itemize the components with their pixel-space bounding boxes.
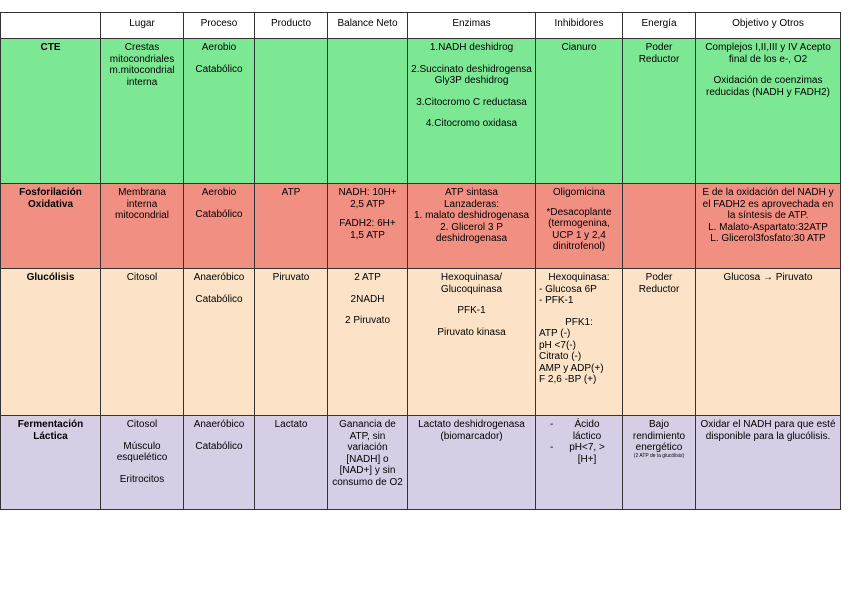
cell-fos-balance xyxy=(328,184,408,269)
fos-enzima-2: Lanzaderas: xyxy=(443,198,500,210)
cell-cte-producto xyxy=(255,39,328,184)
table-row-fermentacion xyxy=(1,416,841,510)
table-row-fosforilacion xyxy=(1,184,841,269)
header-cell-balance: Balance Neto xyxy=(328,13,408,39)
cte-lugar-text: Crestas mitocondriales m.mitocondrial interna xyxy=(109,42,175,88)
cell-fer-energia xyxy=(623,416,696,510)
glu-lugar-text: Citosol xyxy=(126,272,158,283)
glu-inhibidor-head: Hexoquinasa: xyxy=(548,272,610,283)
glu-objetivo-1: Glucosa → Piruvato xyxy=(723,272,813,283)
header-cell-inhibidores: Inhibidores xyxy=(536,13,623,39)
glu-inhibidor-reg-2: pH <7(-) xyxy=(539,339,576,351)
cell-glu-producto: Piruvato xyxy=(255,269,328,416)
cell-fer-objetivo xyxy=(696,416,841,510)
bullet-dash: - xyxy=(550,442,554,453)
glu-inhibidor-reg-1: ATP (-) xyxy=(539,328,571,339)
cell-cte-enzimas xyxy=(408,39,536,184)
fer-lugar-3: Eritrocitos xyxy=(119,473,165,485)
cell-fos-producto: ATP xyxy=(255,184,328,269)
header-cell-objetivo: Objetivo y Otros xyxy=(696,13,841,39)
cte-proceso-1: Aerobio xyxy=(201,42,237,53)
glu-inhibidor-reg-5: F 2,6 -BP (+) xyxy=(539,374,597,385)
cell-cte-balance xyxy=(328,39,408,184)
fer-balance-1: Ganancia de ATP, sin variación [NADH] o [NAD+] y sin consumo de O2 xyxy=(332,419,403,488)
cell-cte-lugar xyxy=(101,39,184,184)
glu-balance-3: 2 Piruvato xyxy=(344,315,391,326)
fer-inhibidor-1: Ácido láctico xyxy=(572,419,602,442)
fer-objetivo-1: Oxidar el NADH para que esté disponible para la glucólisis. xyxy=(700,419,836,442)
row-title-fermentacion: Fermentación Láctica xyxy=(1,416,101,510)
cte-enzima-2: 2.Succinato deshidrogensa Gly3P deshidrog xyxy=(411,63,532,86)
glu-inhibidor-reg-3: Citrato (-) xyxy=(539,351,582,362)
cell-cte-objetivo xyxy=(696,39,841,184)
fer-proceso-1: Anaeróbico xyxy=(193,419,245,430)
fer-lugar-1: Citosol xyxy=(126,419,158,430)
header-cell-lugar: Lugar xyxy=(101,13,184,39)
fos-enzima-3: 1. malato deshidrogenasa xyxy=(413,210,530,221)
cell-fer-inhibidores xyxy=(536,416,623,510)
fos-enzima-1: ATP sintasa xyxy=(445,187,498,198)
cell-glu-lugar xyxy=(101,269,184,416)
cte-inhibidor-1: Cianuro xyxy=(561,42,597,53)
cell-glu-energia xyxy=(623,269,696,416)
fos-proceso-2: Catabólico xyxy=(195,208,243,220)
cte-enzima-3: 3.Citocromo C reductasa xyxy=(416,96,527,108)
glu-balance-2: 2NADH xyxy=(350,293,385,305)
glu-proceso-1: Anaeróbico xyxy=(193,272,245,283)
fos-balance-2: FADH2: 6H+ 1,5 ATP xyxy=(339,218,396,241)
fer-energia-text: Bajo rendimiento energético xyxy=(632,419,686,453)
row-title-fosforilacion: Fosforilación Oxidativa xyxy=(1,184,101,269)
cell-glu-inhibidores xyxy=(536,269,623,416)
fos-objetivo-2: L. Malato-Aspartato:32ATP xyxy=(708,221,828,233)
cte-enzima-1: 1.NADH deshidrog xyxy=(429,42,514,53)
cell-glu-enzimas xyxy=(408,269,536,416)
cte-proceso-2: Catabólico xyxy=(195,63,243,75)
glu-enzima-1: Hexoquinasa/ Glucoquinasa xyxy=(440,272,503,295)
cte-objetivo-2: Oxidación de coenzimas reducidas (NADH y FADH2) xyxy=(706,75,830,98)
table-row-cte xyxy=(1,39,841,184)
cell-fos-energia xyxy=(623,184,696,269)
bullet-dash: - xyxy=(550,419,554,430)
cell-cte-energia xyxy=(623,39,696,184)
cte-energia-text: Poder Reductor xyxy=(638,42,680,65)
glu-enzima-2: PFK-1 xyxy=(457,305,486,316)
glu-inhibidor-2: - Glucosa 6P xyxy=(539,283,597,295)
cell-fos-lugar xyxy=(101,184,184,269)
glu-energia-text: Poder Reductor xyxy=(638,272,680,295)
metabolism-table xyxy=(0,12,841,510)
header-cell-enzimas: Enzimas xyxy=(408,13,536,39)
header-cell-energia: Energía xyxy=(623,13,696,39)
cell-fos-proceso xyxy=(184,184,255,269)
fos-objetivo-1: E de la oxidación del NADH y el FADH2 es aprovechada en la síntesis de ATP. xyxy=(702,187,834,221)
row-title-cte: CTE xyxy=(1,39,101,184)
fos-objetivo-3: L. Glicerol3fosfato:30 ATP xyxy=(710,233,826,244)
fos-lugar-text: Membrana interna mitocondrial xyxy=(115,187,169,221)
glu-balance-1: 2 ATP xyxy=(354,272,381,283)
cell-fer-lugar xyxy=(101,416,184,510)
cell-fos-inhibidores xyxy=(536,184,623,269)
fer-inhibidor-item-1 xyxy=(539,419,619,442)
header-cell-proceso: Proceso xyxy=(184,13,255,39)
fos-proceso-1: Aerobio xyxy=(201,187,237,198)
fos-enzima-4: 2. Glicerol 3 P deshidrogenasa xyxy=(435,221,508,244)
glu-proceso-2: Catabólico xyxy=(195,293,243,305)
fos-balance-1: NADH: 10H+ 2,5 ATP xyxy=(338,187,397,210)
fer-proceso-2: Catabólico xyxy=(195,440,243,452)
row-title-glucolisis: Glucólisis xyxy=(1,269,101,416)
fer-enzima-1: Lactato deshidrogenasa (biomarcador) xyxy=(418,419,525,442)
cell-glu-objetivo xyxy=(696,269,841,416)
fer-inhibidor-item-2 xyxy=(539,442,619,465)
cell-cte-proceso xyxy=(184,39,255,184)
cell-cte-inhibidores xyxy=(536,39,623,184)
cell-fer-proceso xyxy=(184,416,255,510)
cell-fos-enzimas xyxy=(408,184,536,269)
cell-glu-proceso xyxy=(184,269,255,416)
fos-inhibidor-1: Oligomicina xyxy=(552,187,606,198)
glu-inhibidor-3: - PFK-1 xyxy=(539,295,574,306)
cell-fer-balance xyxy=(328,416,408,510)
cell-fer-producto: Lactato xyxy=(255,416,328,510)
fer-lugar-2: Músculo esquelético xyxy=(116,440,168,463)
header-row xyxy=(1,13,841,39)
header-cell-corner xyxy=(1,13,101,39)
glu-inhibidor-pfk-head: PFK1: xyxy=(565,316,593,328)
cell-glu-balance xyxy=(328,269,408,416)
cell-fos-objetivo xyxy=(696,184,841,269)
header-cell-producto: Producto xyxy=(255,13,328,39)
glu-inhibidor-reg-4: AMP y ADP(+) xyxy=(539,362,604,374)
cte-enzima-4: 4.Citocromo oxidasa xyxy=(425,118,518,129)
cte-objetivo-1: Complejos I,II,III y IV Acepto final de los e-, O2 xyxy=(705,42,831,65)
table-row-glucolisis xyxy=(1,269,841,416)
fer-inhibidor-2: pH<7, >[H+] xyxy=(569,442,605,465)
cell-fer-enzimas xyxy=(408,416,536,510)
fer-energia-note: (2 ATP de la glucólisis) xyxy=(633,452,685,459)
fos-inhibidor-2: *Desacoplante (termogenina, UCP 1 y 2,4 dinitrofenol) xyxy=(546,206,612,252)
glu-enzima-3: Piruvato kinasa xyxy=(437,326,506,338)
